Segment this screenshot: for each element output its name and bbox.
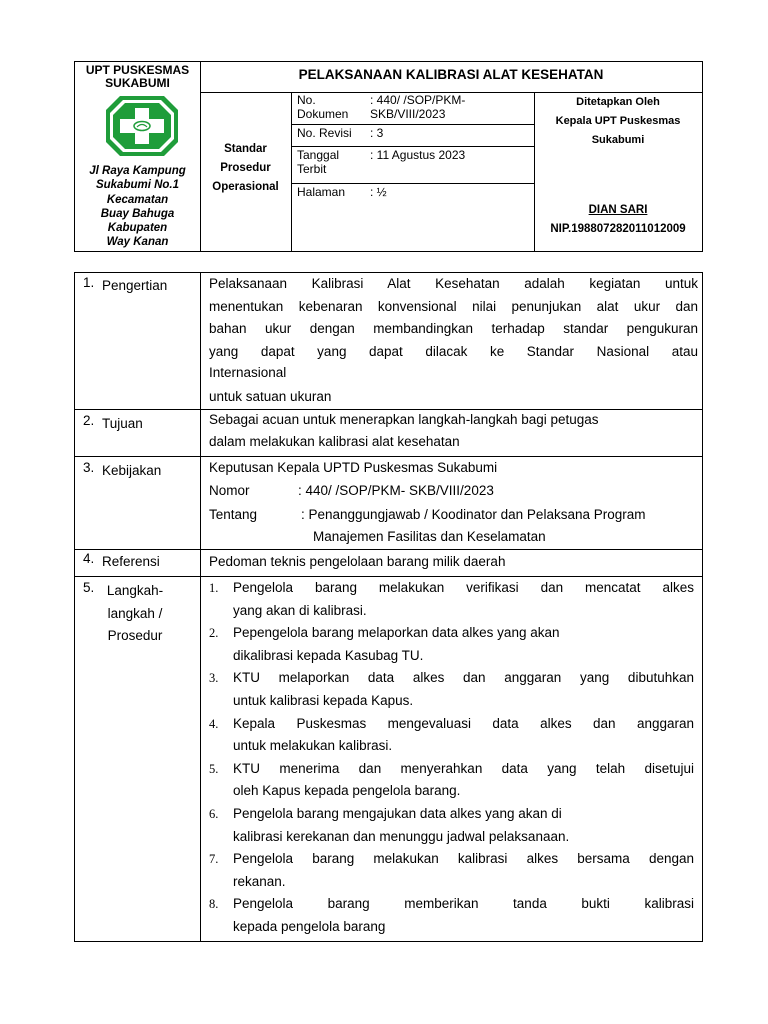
text-line: Pelaksanaan Kalibrasi Alat Kesehatan adalah kegiatan untuk [209,276,698,291]
meta-value [370,94,530,121]
signatory-nip: NIP.198807282011012009 [550,223,686,235]
procedure-step [209,893,694,938]
meta-value: : ½ [370,185,387,199]
section-content [201,550,702,576]
step-text: Kepala Puskesmas mengevaluasi data alkes dan anggaran [233,715,694,731]
address-line: Kecamatan [106,193,169,206]
authority-line: Ditetapkan Oleh [576,96,660,108]
step-number: 6. [209,806,219,821]
section-title: Referensi [102,554,160,569]
address-line: Sukabumi No.1 [95,179,180,192]
address-line: Buay Bahuga [100,207,175,220]
procedure-step [209,758,694,803]
authorization-cell [534,92,702,251]
organization-address [75,164,200,250]
section-title-line: Prosedur [107,628,163,643]
step-number: 2. [209,626,219,641]
text-line: Sebagai acuan untuk menerapkan langkah-langkah bagi petugas [209,412,599,427]
section-content [201,410,702,456]
meta-key: Halaman [297,185,346,199]
step-text-cont: dikalibrasi kepada Kasubag TU. [233,647,424,663]
policy-subject-value-cont: Manajemen Fasilitas dan Keselamatan [313,529,546,544]
section-content [201,273,702,409]
text-line: dalam melakukan kalibrasi alat kesehatan [209,434,460,449]
step-number: 5. [209,761,219,776]
text-line: bahan ukur dengan membandingkan terhadap standar pengukuran [209,321,698,336]
org-line-1: UPT PUSKESMAS [85,63,190,77]
section-number: 3. [83,460,95,475]
section-pengertian [75,273,702,410]
section-title-line: Langkah- [106,583,164,598]
section-number: 1. [83,275,95,290]
sop-type-label [200,140,291,197]
document-title: PELAKSANAAN KALIBRASI ALAT KESEHATAN [298,67,604,82]
meta-row-revision [291,125,534,147]
procedure-step [209,713,694,758]
step-text-cont: kepada pengelola barang [233,918,386,934]
procedure-step [209,667,694,712]
meta-value: : 11 Agustus 2023 [370,148,466,162]
procedure-step [209,622,694,667]
procedure-steps [209,577,694,939]
section-number: 2. [83,413,95,428]
section-title [85,580,185,648]
text-line: menentukan kebenaran konvensional nilai penunjukan alat ukur dan [209,298,698,314]
signatory-name: DIAN SARI [588,204,648,216]
step-text: Pengelola barang melakukan kalibrasi alkes bersama dengan [233,851,694,867]
section-label [75,550,201,576]
org-line-2: SUKABUMI [105,76,170,90]
procedure-step [209,577,694,622]
step-number: 8. [209,897,219,912]
document-meta-cell [291,92,535,251]
organization-name [75,64,200,90]
step-number: 1. [209,581,219,595]
meta-row-document-number [291,92,534,125]
step-number: 7. [209,852,219,867]
section-langkah [75,577,702,941]
section-title: Pengertian [102,278,168,293]
step-text-cont: untuk kalibrasi kepada Kapus. [233,692,414,708]
address-line: Way Kanan [106,236,169,249]
text-line: Keputusan Kepala UPTD Puskesmas Sukabumi [209,460,498,475]
step-text-cont: untuk melakukan kalibrasi. [233,738,393,754]
step-text-cont: rekanan. [233,873,286,889]
title-cell [200,62,702,93]
text-line: Pedoman teknis pengelolaan barang milik daerah [209,554,506,569]
meta-key-line: Dokumen [297,106,349,121]
section-title: Kebijakan [102,463,162,478]
meta-value: : 3 [370,126,384,140]
step-text: Pengelola barang melakukan verifikasi dan mencatat alkes [233,580,694,595]
section-content [201,577,702,941]
step-text-cont: kalibrasi kerekanan dan menunggu jadwal pelaksanaan. [233,828,570,844]
step-text: Pengelola barang mengajukan data alkes yang akan di [233,805,562,821]
section-title: Tujuan [102,416,143,431]
meta-key: No. Revisi [297,126,352,140]
section-tujuan [75,410,702,457]
step-text: KTU menerima dan menyerahkan data yang telah disetujui [233,760,694,776]
meta-key-line: Terbit [297,161,327,176]
policy-subject-value: : Penanggungjawab / Koodinator dan Pelaksana Program [301,507,646,522]
puskesmas-logo-icon [106,96,178,156]
section-number: 5. [83,580,95,595]
section-number: 4. [83,551,95,566]
procedure-step [209,803,694,848]
section-referensi [75,550,702,577]
authority-line: Sukabumi [591,134,645,146]
section-label [75,457,201,549]
step-text: KTU melaporkan data alkes dan anggaran yang dibutuhkan [233,670,694,686]
step-text: Pepengelola barang melaporkan data alkes yang akan [233,625,560,641]
sop-label-line: Prosedur [220,162,271,174]
section-content [201,457,702,549]
sop-content-table [74,272,703,942]
step-text-cont: oleh Kapus kepada pengelola barang. [233,783,461,799]
sop-label-line: Standar [224,143,267,155]
authority-line: Kepala UPT Puskesmas [555,115,681,127]
meta-value-line: SKB/VIII/2023 [370,106,446,121]
step-number: 3. [209,671,219,686]
text-line: yang dapat yang dapat dilacak ke Standar Nasional atau [209,343,698,359]
meta-key-line: No. [297,93,316,107]
meta-key [297,149,367,176]
policy-subject-key: Tentang [209,507,258,522]
policy-number-key: Nomor [209,483,250,498]
meta-value-line: : 440/ /SOP/PKM- [370,93,466,107]
text-line: Internasional [209,365,287,380]
step-text: Pengelola barang memberikan tanda bukti kalibrasi [233,896,694,912]
text-line: untuk satuan ukuran [209,389,332,404]
sop-type-cell [200,92,292,251]
organization-cell [75,62,201,251]
address-line: Kabupaten [107,222,168,235]
step-text-cont: yang akan di kalibrasi. [233,602,367,618]
section-kebijakan [75,457,702,550]
section-title-line: langkah / [107,605,163,621]
policy-number-value: : 440/ /SOP/PKM- SKB/VIII/2023 [298,483,494,498]
meta-key [297,94,367,121]
section-label [75,577,201,941]
sop-header-table [74,61,703,252]
section-label [75,410,201,456]
meta-row-page [291,184,534,253]
procedure-step [209,848,694,893]
sop-label-line: Operasional [212,181,279,193]
meta-row-issue-date [291,147,534,184]
address-line: Jl Raya Kampung [89,165,186,177]
authorized-by [534,93,702,150]
section-label [75,273,201,409]
meta-key-line: Tanggal [297,148,340,162]
step-number: 4. [209,716,219,731]
